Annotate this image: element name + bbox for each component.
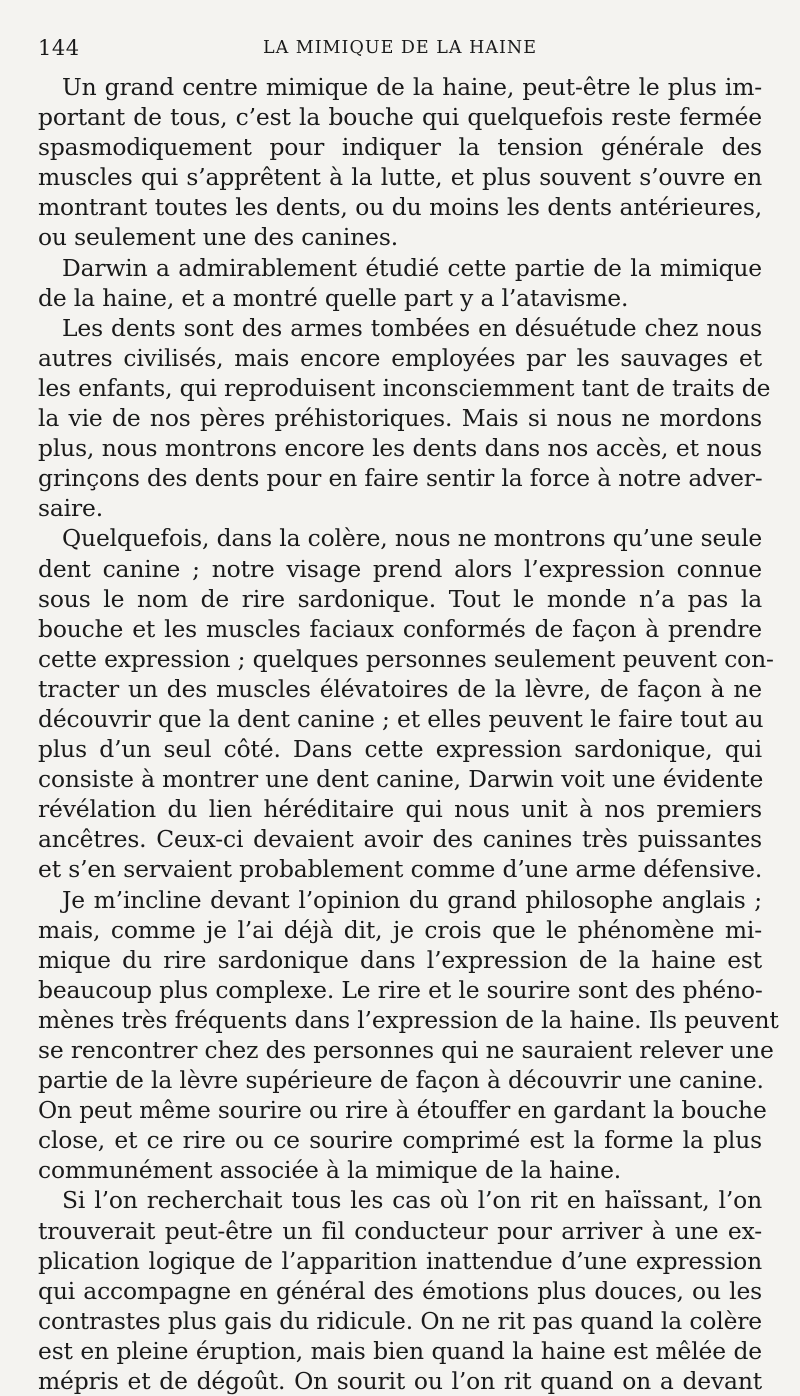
text-line: mènes très fréquents dans l’expression de la haine. Ils peuvent (38, 1005, 779, 1034)
text-line: saire. (38, 494, 103, 523)
paragraph (38, 313, 771, 524)
text-line: dent canine ; notre visage prend alors l’expression connue (38, 554, 762, 583)
text-line: communément associée à la mimique de la haine. (38, 1156, 622, 1185)
paragraph (38, 885, 779, 1186)
text-line: beaucoup plus complexe. Le rire et le sourire sont des phéno- (38, 975, 763, 1004)
text-line: ou seulement une des canines. (38, 223, 398, 252)
paragraph (38, 523, 774, 884)
page-number: 144 (38, 36, 80, 60)
paragraph (38, 253, 762, 313)
running-title: LA MIMIQUE DE LA HAINE (262, 38, 537, 58)
text-line: plus, nous montrons encore les dents dans nos accès, et nous (38, 434, 762, 463)
text-line: mique du rire sardonique dans l’expression de la haine est (38, 945, 762, 974)
text-line: et s’en servaient probablement comme d’une arme défensive. (38, 855, 763, 884)
paragraph (38, 72, 762, 253)
text-line: révélation du lien héréditaire qui nous unit à nos premiers (38, 795, 762, 824)
text-line: se rencontrer chez des personnes qui ne sauraient relever une (38, 1036, 774, 1064)
text-line: Les dents sont des armes tombées en désuétude chez nous (62, 313, 762, 342)
text-line: partie de la lèvre supérieure de façon à découvrir une canine. (38, 1066, 764, 1095)
text-line: cette expression ; quelques personnes seulement peuvent con- (38, 644, 774, 673)
text-line: muscles qui s’apprêtent à la lutte, et plus souvent s’ouvre en (38, 163, 762, 192)
text-line: Quelquefois, dans la colère, nous ne montrons qu’une seule (62, 524, 763, 553)
text-line: montrant toutes les dents, ou du moins les dents antérieures, (38, 193, 762, 222)
text-line: Si l’on recherchait tous les cas où l’on rit en haïssant, l’on (62, 1186, 762, 1215)
text-line: de la haine, et a montré quelle part y a l’atavisme. (38, 283, 629, 312)
text-line: trouverait peut-être un fil conducteur pour arriver à une ex- (38, 1216, 762, 1245)
text-line: On peut même sourire ou rire à étouffer en gardant la bouche (38, 1096, 767, 1125)
text-line: tracter un des muscles élévatoires de la lèvre, de façon à ne (38, 674, 762, 703)
text-line: les enfants, qui reproduisent inconsciemment tant de traits de (38, 373, 771, 402)
text-line: portant de tous, c’est la bouche qui quelquefois reste fermée (38, 103, 762, 132)
text-line: Je m’incline devant l’opinion du grand philosophe anglais ; (62, 885, 762, 914)
text-line: contrastes plus gais du ridicule. On ne rit pas quand la colère (38, 1306, 762, 1335)
text-line: close, et ce rire ou ce sourire comprimé est la forme la plus (38, 1126, 762, 1155)
text-line: mais, comme je l’ai déjà dit, je crois que le phénomène mi- (38, 915, 762, 944)
text-line: plication logique de l’apparition inattendue d’une expression (38, 1246, 762, 1275)
text-line: consiste à montrer une dent canine, Darwin voit une évidente (38, 765, 764, 794)
running-header (38, 30, 762, 70)
text-line: bouche et les muscles faciaux conformés de façon à prendre (38, 614, 762, 643)
text-line: Darwin a admirablement étudié cette partie de la mimique (62, 253, 762, 282)
text-line: est en pleine éruption, mais bien quand la haine est mêlée de (38, 1336, 762, 1365)
text-line: autres civilisés, mais encore employées par les sauvages et (38, 343, 762, 372)
paragraph (38, 1185, 762, 1396)
text-line: spasmodiquement pour indiquer la tension générale des (38, 133, 762, 162)
text-line: mépris et de dégoût. On sourit ou l’on rit quand on a devant (38, 1367, 762, 1396)
text-line: sous le nom de rire sardonique. Tout le monde n’a pas la (38, 584, 762, 613)
text-line: la vie de nos pères préhistoriques. Mais si nous ne mordons (38, 404, 762, 433)
text-line: ancêtres. Ceux-ci devaient avoir des canines très puissantes (38, 825, 762, 854)
text-line: plus d’un seul côté. Dans cette expression sardonique, qui (38, 735, 762, 764)
text-line: qui accompagne en général des émotions plus douces, ou les (38, 1276, 762, 1305)
text-line: grinçons des dents pour en faire sentir la force à notre adver- (38, 464, 763, 493)
text-line: découvrir que la dent canine ; et elles peuvent le faire tout au (38, 704, 764, 733)
text-line: Un grand centre mimique de la haine, peut-être le plus im- (62, 73, 762, 101)
text-body (38, 72, 779, 1396)
